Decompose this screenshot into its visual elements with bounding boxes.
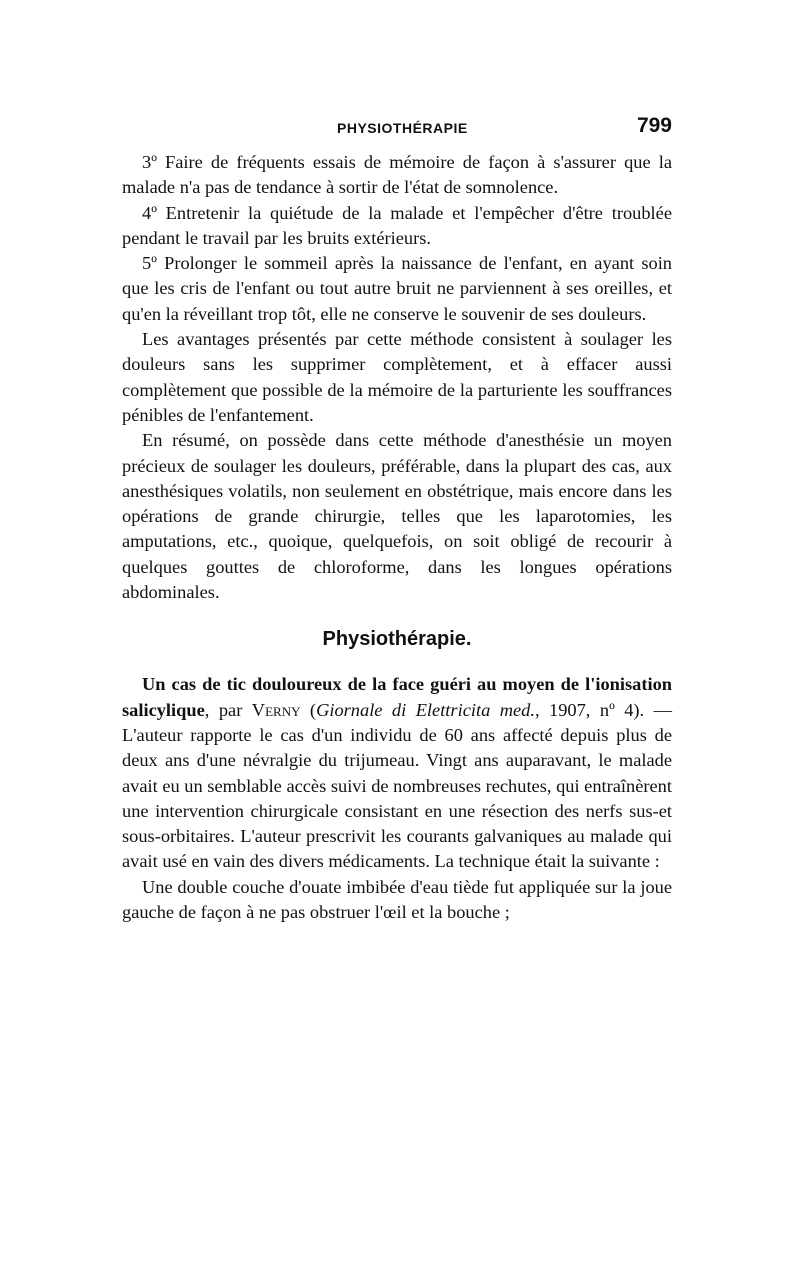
section-title: Physiothérapie. xyxy=(322,628,472,651)
article-author: Verny xyxy=(251,699,301,720)
paragraph-item-5: 5º Prolonger le sommeil après la naissance de l'enfant, en ayant soin que les cris de l'enfant ou tout autre bruit ne parviennent à ses oreilles, et qu'en la réveillant trop tôt, elle ne conserve le souvenir de ses douleurs. xyxy=(122,253,672,324)
journal-title: Giornale di Elettricita med. xyxy=(316,699,535,720)
article-title: Un cas de tic douloureux de la face guéri au moyen de l'ionisation salicylique xyxy=(122,674,672,720)
page-header xyxy=(122,114,672,144)
running-title: PHYSIOTHÉRAPIE xyxy=(337,120,468,136)
paragraph-item-4: 4º Entretenir la quiétude de la malade et l'empêcher d'être troublée pendant le travail par les bruits extérieurs. xyxy=(122,202,672,248)
article-byline-prefix: , par xyxy=(204,699,252,720)
page-number: 799 xyxy=(636,114,672,137)
article-paragraph xyxy=(122,672,672,874)
paragraph-technique: Une double couche d'ouate imbibée d'eau tiède fut appliquée sur la joue gauche de façon à ne pas obstruer l'œil et la bouche ; xyxy=(122,876,672,923)
paragraph-advantages: Les avantages présentés par cette méthode consistent à soulager les douleurs sans les supprimer complètement, et à effacer aussi complètement que possible de la mémoire de la parturiente les souffrances pénibles de l'enfantement. xyxy=(122,329,672,425)
page-body xyxy=(122,150,672,925)
citation-open: ( xyxy=(300,699,317,720)
article-body: , 1907, nº 4). — L'auteur rapporte le cas d'un individu de 60 ans affecté depuis plus de deux ans d'une névralgie du trijumeau. Vingt ans auparavant, le malade avait eu un semblable accès suivi de nombreuses rechutes, qui entraînèrent une intervention chirurgicale consistant en une résection des nerfs sus-et sous-orbitaires. L'auteur prescrivit les courants galvaniques au malade qui avait usé en vain des divers médicaments. La technique était la suivante : xyxy=(122,699,672,872)
paragraph-summary: En résumé, on possède dans cette méthode d'anesthésie un moyen précieux de soulager les douleurs, préférable, dans la plupart des cas, aux anesthésiques volatils, non seulement en obstétrique, mais encore dans les opérations de grande chirurgie, telles que les laparotomies, les amputations, etc., quoique, quelquefois, on soit obligé de recourir à quelques gouttes de chloroforme, dans les longues opérations abdominales. xyxy=(122,430,672,603)
paragraph-item-3: 3º Faire de fréquents essais de mémoire de façon à s'assurer que la malade n'a pas de tendance à sortir de l'état de somnolence. xyxy=(122,152,672,198)
